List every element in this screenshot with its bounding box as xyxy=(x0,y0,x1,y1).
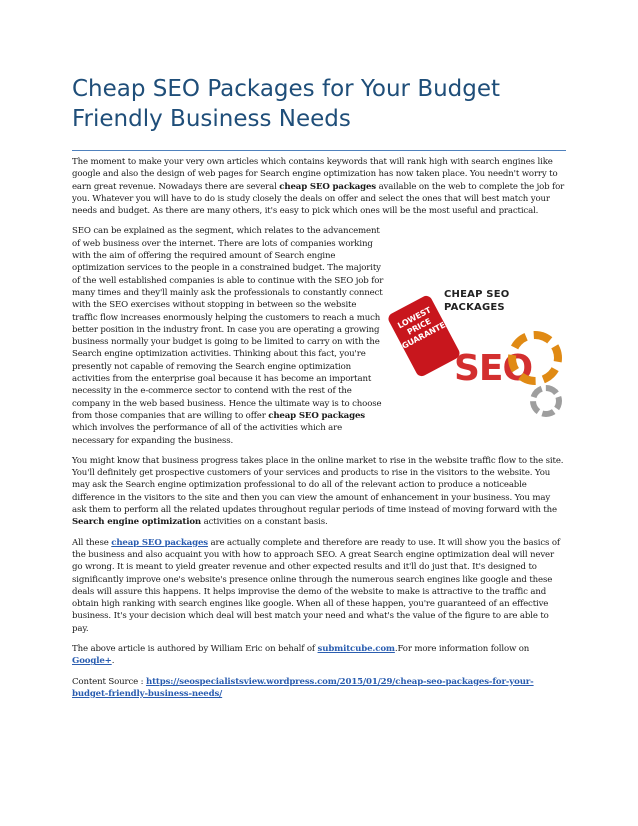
gear-icon xyxy=(508,331,562,385)
content-source-link[interactable]: https://seospecialistsview.wordpress.com/2015/01/29/cheap-seo-packages-for-your-budget-friendly-business-needs/ xyxy=(72,676,534,699)
gear-icon xyxy=(530,385,562,417)
text-span: .For more information follow on xyxy=(394,643,530,654)
paragraph-packages xyxy=(72,537,566,635)
page-title: Cheap SEO Packages for Your Budget Friendly Business Needs xyxy=(72,76,501,132)
image-banner-text: CHEAP SEO PACKAGES xyxy=(444,289,510,313)
text-span: . xyxy=(111,656,115,667)
seo-packages-image xyxy=(390,277,566,445)
text-span: activities on a constant basis. xyxy=(201,517,328,528)
text-span: All these xyxy=(72,537,112,548)
text-span: are actually complete and therefore are ready to use. It will show you the basics of the business and also acquaint you with how to approach SEO. A great Search engine optimization deal will never go wrong. It is meant to yield greater revenue and other expected results and it'll do just that. It's designed to significantly improve one's website's presence online through the numerous search engines like google and these deals will assure this happens. It helps improvise the demo of the website to make is attractive to the traffic and obtain high ranking with search engines like google. When all of these happen, you're guaranteed of an effective business. It's your decision which deal will best match your need and what's the value of the figure to are able to pay. xyxy=(72,537,560,634)
text-span: SEO can be explained as the segment, which relates to the advancement of web business over the internet. There are lots of companies working with the aim of offering the required amount of Search engine optimization services to the people in a constrained budget. The majority of the well established companies is able to continue with the SEO job for many times and they'll mainly ask the professionals to constantly connect with the SEO exercises without stopping in between so the website traffic flow increases enormously helping the customers to reach a much better position in the industry front. In case you are operating a growing business normally your budget is going to be limited to carry on with the Search engine optimization activities. Thinking about this fact, you're presently not capable of removing the Search engine optimization activities from the enterprise goal because it has become an important necessity in the e-commerce sector to contend with the rest of the company in the web based business. Hence the ultimate way is to choose from those companies that are willing to offer xyxy=(72,226,384,421)
google-plus-link[interactable]: Google+ xyxy=(72,656,112,667)
bold-keyword: Search engine optimization xyxy=(72,517,202,528)
paragraph-intro xyxy=(72,156,566,217)
article-body xyxy=(72,156,566,708)
paragraph-source xyxy=(72,676,566,701)
text-span: Content Source : xyxy=(72,676,146,687)
price-guarantee-stamp: LOWEST PRICE GUARANTEE xyxy=(386,294,461,378)
seo-logo-text: SEO xyxy=(454,348,533,390)
bold-keyword: cheap SEO packages xyxy=(268,410,365,421)
text-span: You might know that business progress takes place in the online market to rise in the website traffic flow to the site. You'll definitely get prospective customers of your services and products to rise in the visitors to the website. You may ask the Search engine optimization professional to do all of the relevant action to produce a noticeable difference in the visitors to the site and then you can view the amount of enhancement in your business. You may ask them to perform all the related updates throughout regular periods of time instead of moving forward with the xyxy=(72,455,564,516)
paragraph-author xyxy=(72,643,566,668)
submitcube-link[interactable]: submitcube.com xyxy=(317,643,395,654)
text-span: which involves the performance of all of the activities which are necessary for expanding the business. xyxy=(72,423,343,446)
cheap-seo-packages-link[interactable]: cheap SEO packages xyxy=(111,537,208,548)
text-span: The above article is authored by William Eric on behalf of xyxy=(72,643,318,654)
text-span: available on the web to complete the job for you. Whatever you will have to do is study closely the deals on offer and select the ones that will best match your needs and budget. As there are many others, it's easy to pick which ones will be the most useful and practical. xyxy=(72,181,565,217)
paragraph-seo-explained xyxy=(72,225,566,446)
bold-keyword: cheap SEO packages xyxy=(279,181,376,192)
title-divider xyxy=(72,150,566,151)
text-span: The moment to make your very own articles which contains keywords that will rank high with search engines like google and also the design of web pages for Search engine optimization has now taken place. You needn't worry to earn great revenue. Nowadays there are several xyxy=(72,157,558,192)
paragraph-business-progress xyxy=(72,455,566,529)
